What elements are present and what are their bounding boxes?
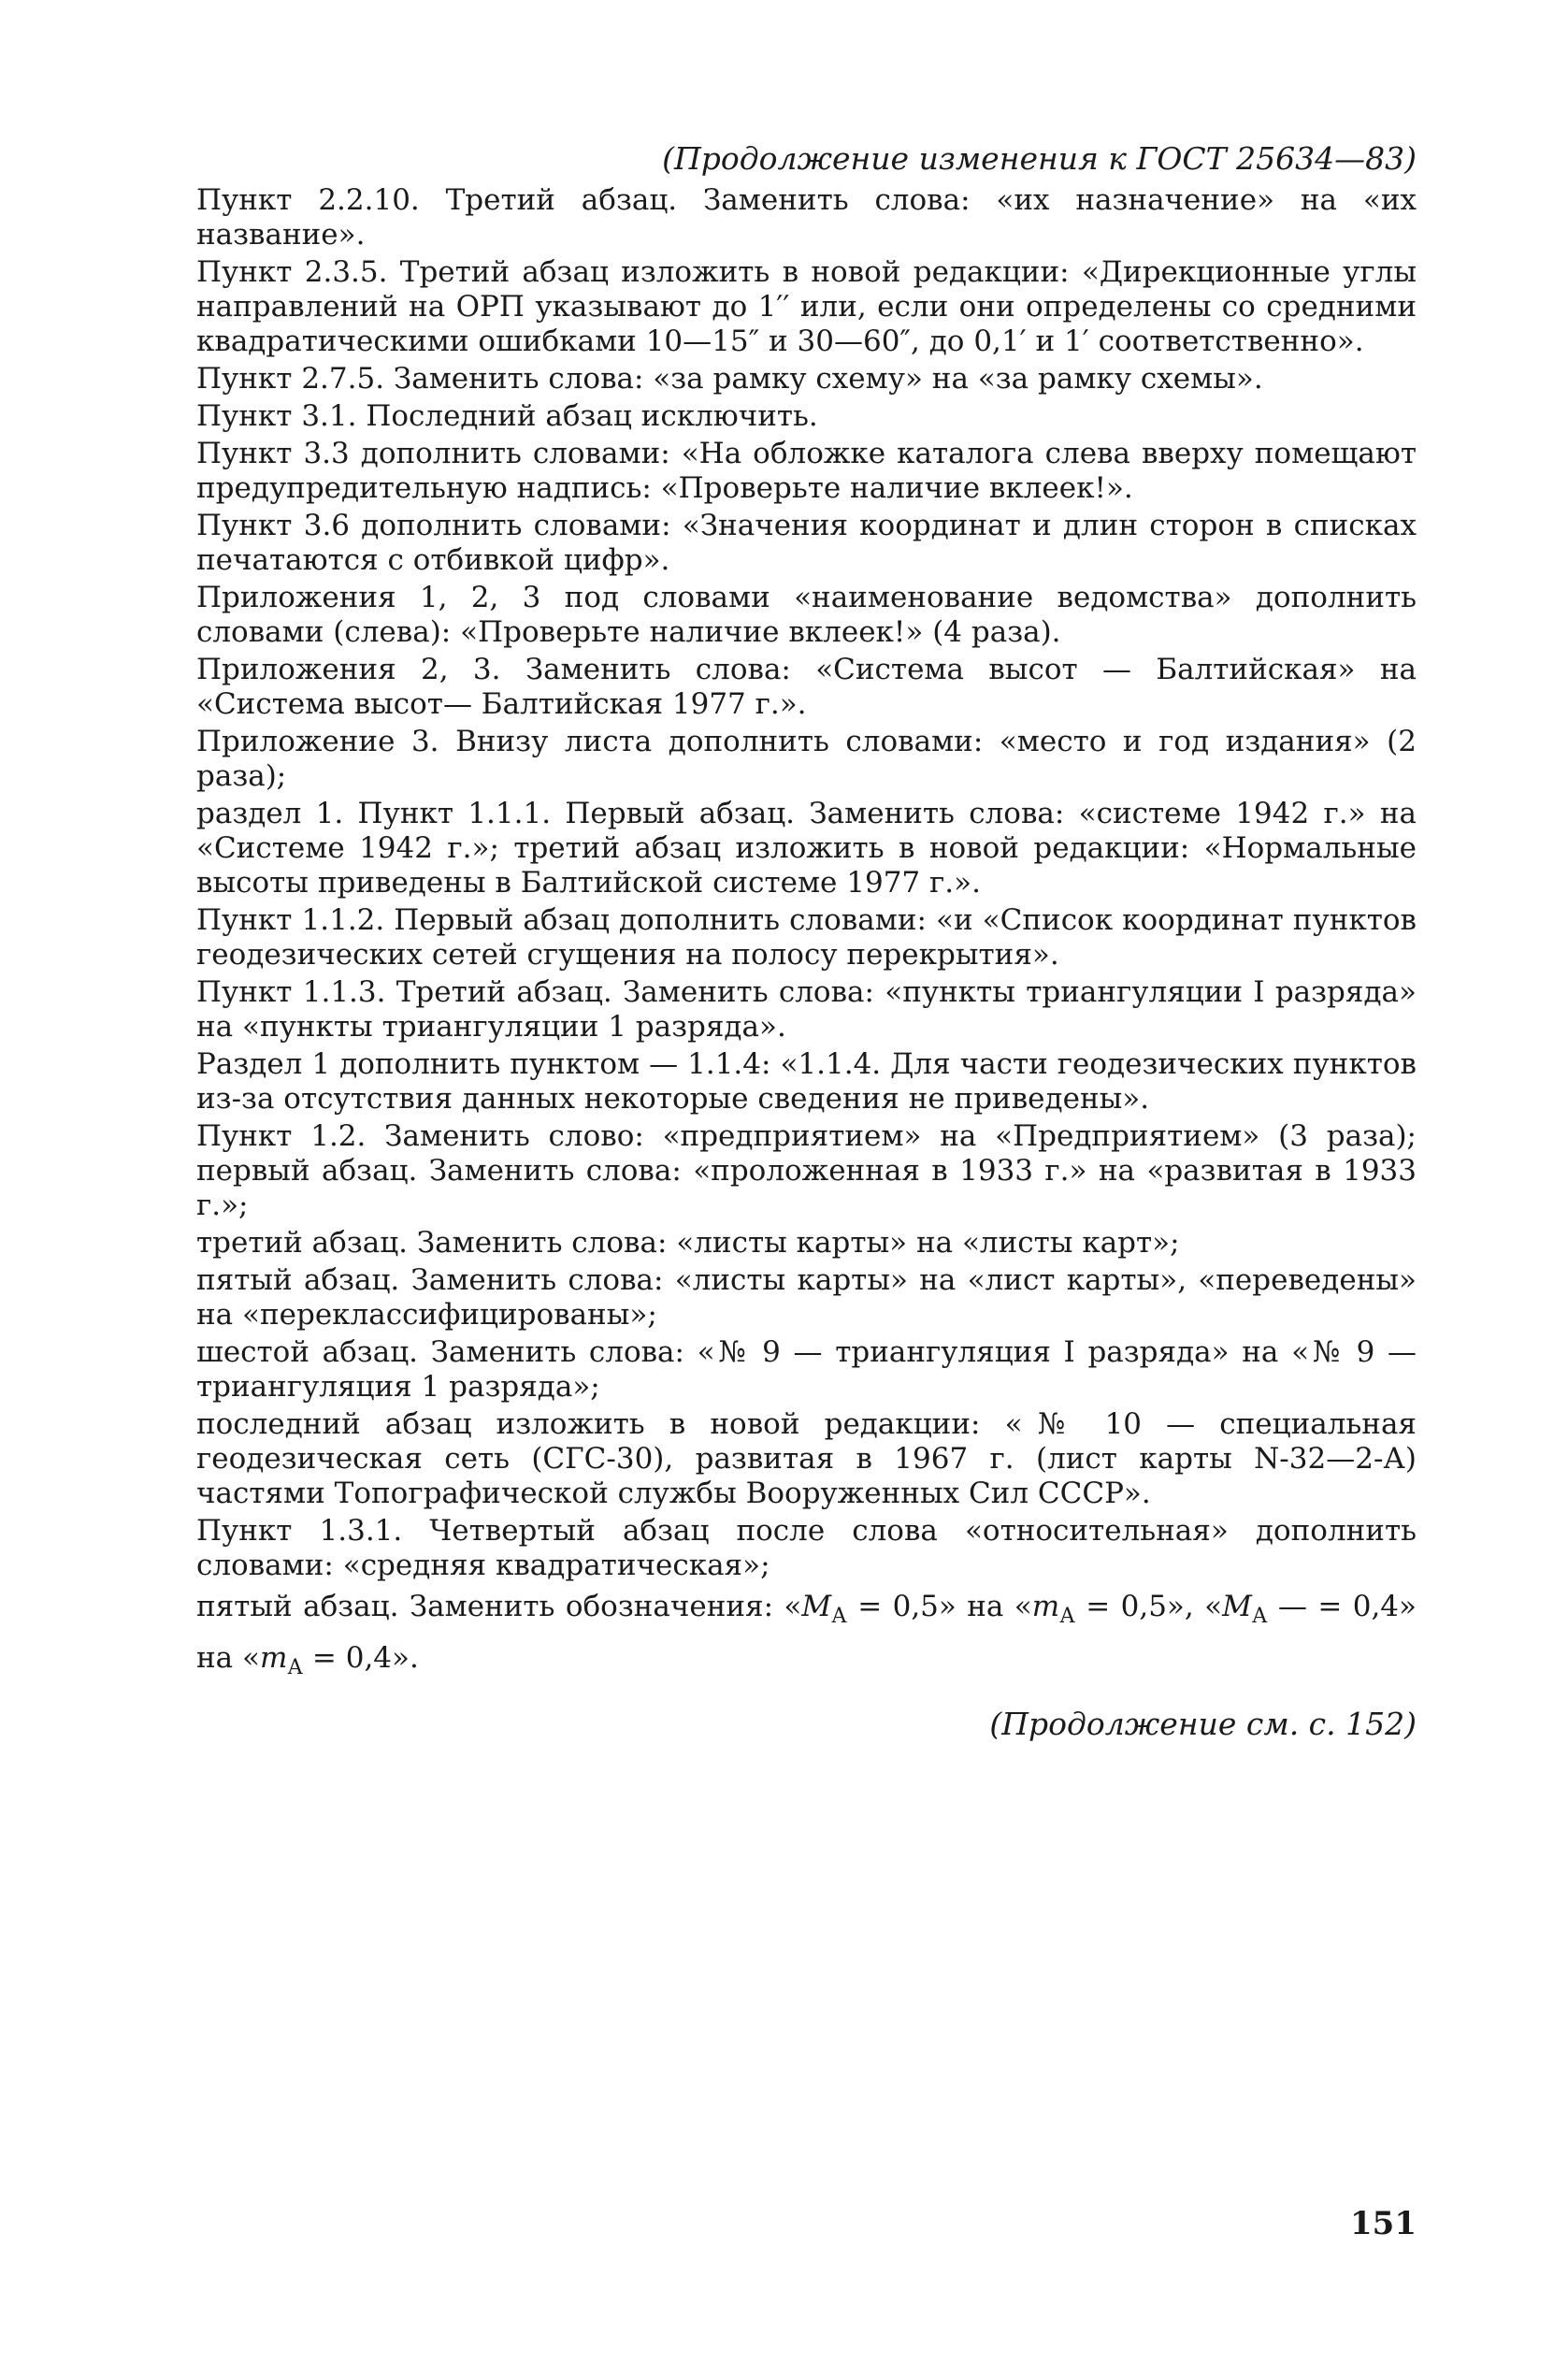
paragraph: Приложение 3. Внизу листа дополнить словами: «место и год издания» (2 раза); — [196, 725, 1417, 793]
document-page — [196, 140, 1417, 1743]
formula-paragraph — [196, 1586, 1417, 1689]
subscript: А — [287, 1656, 304, 1680]
subscript: А — [1059, 1605, 1075, 1629]
paragraph: Пункт 1.2. Заменить слово: «предприятием» на «Предприятием» (3 раза); первый абзац. Заменить слова: «проложенная в 1933 г.» на «развитая в 1933 г.»; — [196, 1119, 1417, 1222]
paragraph: Пункт 3.1. Последний абзац исключить. — [196, 399, 818, 433]
symbol-M: M — [1222, 1590, 1252, 1623]
formula-text: = 0,5» на « — [846, 1590, 1032, 1623]
paragraph: Пункт 2.2.10. Третий абзац. Заменить слова: «их назначение» на «их название». — [196, 183, 1417, 252]
paragraph: Пункт 2.7.5. Заменить слова: «за рамку схему» на «за рамку схемы». — [196, 362, 1263, 396]
formula-text: = 0,4». — [303, 1641, 419, 1676]
formula-text: = 0,5», « — [1074, 1590, 1223, 1623]
page-number: 151 — [1350, 2205, 1417, 2242]
paragraph: Пункт 1.1.2. Первый абзац дополнить словами: «и «Список координат пунктов геодезических сетей сгущения на полосу перекрытия». — [196, 903, 1417, 972]
paragraph: Пункт 3.3 дополнить словами: «На обложке каталога слева вверху помещают предупредительную надпись: «Проверьте наличие вклеек!». — [196, 437, 1417, 505]
symbol-M: M — [801, 1590, 832, 1623]
paragraph: раздел 1. Пункт 1.1.1. Первый абзац. Заменить слова: «системе 1942 г.» на «Системе 1942 г.»; третий абзац изложить в новой редакции: «Нормальные высоты приведены в Балтийской системе 1977 г.». — [196, 797, 1417, 900]
formula-text: — = 0,4» на « — [196, 1590, 1417, 1676]
continuation-header: (Продолжение изменения к ГОСТ 25634—83) — [662, 140, 1417, 177]
symbol-m: m — [1031, 1590, 1060, 1623]
paragraph: Приложения 1, 2, 3 под словами «наименование ведомства» дополнить словами (слева): «Проверьте наличие вклеек!» (4 раза). — [196, 581, 1417, 649]
subscript: А — [831, 1605, 847, 1629]
paragraph: шестой абзац. Заменить слова: «№ 9 — триангуляция I разряда» на «№ 9 — триангуляция 1 разряда»; — [196, 1335, 1417, 1404]
continuation-footer: (Продолжение см. с. 152) — [989, 1706, 1417, 1743]
body-text — [196, 183, 1417, 1689]
formula-text: пятый абзац. Заменить обозначения: « — [196, 1590, 802, 1623]
symbol-m: m — [259, 1641, 288, 1676]
paragraph: пятый абзац. Заменить слова: «листы карты» на «лист карты», «переведены» на «переклассифицированы»; — [196, 1263, 1417, 1332]
paragraph: Пункт 3.6 дополнить словами: «Значения координат и длин сторон в списках печатаются с отбивкой цифр». — [196, 509, 1417, 577]
paragraph: третий абзац. Заменить слова: «листы карты» на «листы карт»; — [196, 1226, 1180, 1260]
paragraph: Пункт 1.1.3. Третий абзац. Заменить слова: «пункты триангуляции I разряда» на «пункты триангуляции 1 разряда». — [196, 975, 1417, 1044]
paragraph: Пункт 1.3.1. Четвертый абзац после слова «относительная» дополнить словами: «средняя квадратическая»; — [196, 1514, 1417, 1582]
paragraph: последний абзац изложить в новой редакции: «№ 10 — специальная геодезическая сеть (СГС-30), развитая в 1967 г. (лист карты N-32—2-А) частями Топографической службы Вооруженных Сил СССР». — [196, 1407, 1417, 1510]
paragraph: Раздел 1 дополнить пунктом — 1.1.4: «1.1.4. Для части геодезических пунктов из-за отсутствия данных некоторые сведения не приведены». — [196, 1047, 1417, 1116]
paragraph: Приложения 2, 3. Заменить слова: «Система высот — Балтийская» на «Система высот— Балтийская 1977 г.». — [196, 653, 1417, 721]
subscript: А — [1251, 1605, 1268, 1629]
paragraph: Пункт 2.3.5. Третий абзац изложить в новой редакции: «Дирекционные углы направлений на ОРП указывают до 1′′ или, если они определены со средними квадратическими ошибками 10—15″ и 30—60″, до 0,1′ и 1′ соответственно». — [196, 255, 1417, 358]
